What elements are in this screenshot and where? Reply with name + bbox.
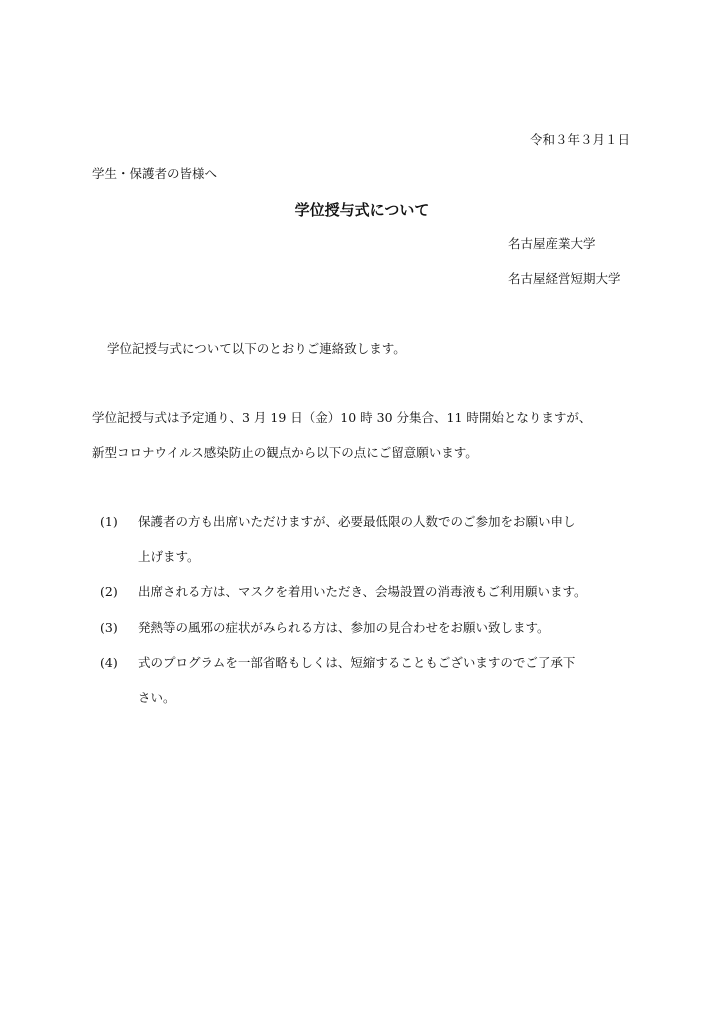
list-item-number: (2) [100,584,118,599]
intro-paragraph: 学位記授与式について以下のとおりご連絡致します。 [107,341,406,356]
body-line: 新型コロナウイルス感染防止の観点から以下の点にご留意願います。 [92,445,478,460]
list-item-text: 式のプログラムを一部省略もしくは、短縮することもございますのでご了承下 [138,655,576,670]
list-item-text: さい。 [138,690,176,705]
list-item-text: 上げます。 [138,549,200,564]
list-item-text: 保護者の方も出席いただけますが、必要最低限の人数でのご参加をお願い申し [138,514,576,529]
list-item-number: (1) [100,514,118,529]
list-item-text: 発熱等の風邪の症状がみられる方は、参加の見合わせをお願い致します。 [138,620,550,635]
page-title: 学位授与式について [294,201,430,219]
addressee: 学生・保護者の皆様へ [92,166,218,181]
sender-university: 名古屋産業大学 [508,236,596,251]
sender-junior-college: 名古屋経営短期大学 [508,271,621,286]
list-item-text: 出席される方は、マスクを着用いただき、会場設置の消毒液もご利用願います。 [138,584,587,599]
list-item-number: (4) [100,655,118,670]
list-item-number: (3) [100,620,118,635]
body-line: 学位記授与式は予定通り、3 月 19 日（金）10 時 30 分集合、11 時開始となりますが、 [92,410,592,425]
document-date: 令和３年３月１日 [529,132,630,147]
